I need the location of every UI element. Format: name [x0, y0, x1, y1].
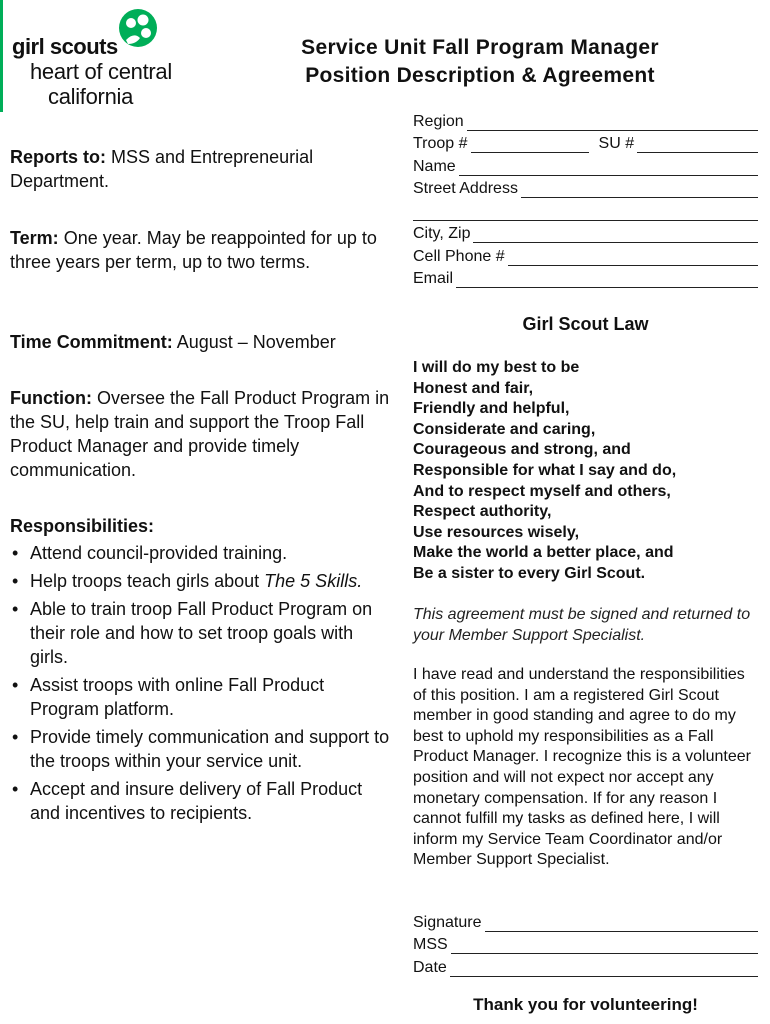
- bullet-glyph: •: [12, 727, 19, 747]
- troop-su-field: [413, 131, 758, 154]
- thank-you-message: Thank you for volunteering!: [473, 995, 698, 1014]
- responsibility-text: Attend council-provided training.: [30, 543, 288, 563]
- bullet-glyph: •: [12, 675, 19, 695]
- title-line-1: Service Unit Fall Program Manager: [301, 36, 659, 59]
- reports-to-text: MSS and Entrepreneurial Department.: [10, 147, 314, 191]
- function-label: Function:: [10, 388, 92, 408]
- responsibilities-section: [10, 514, 390, 829]
- signature-field: [413, 909, 758, 932]
- contact-form: [413, 108, 758, 288]
- responsibility-italic-text: The 5 Skills.: [264, 571, 363, 591]
- time-commitment-label: Time Commitment:: [10, 332, 173, 352]
- list-item: [10, 673, 390, 721]
- list-item: [10, 569, 390, 593]
- time-commitment-text: August – November: [176, 332, 336, 352]
- law-line: Make the world a better place, and: [413, 544, 674, 562]
- responsibility-text: Able to train troop Fall Product Program on their role and how to set troop goals with girls.: [30, 599, 373, 667]
- responsibilities-label: Responsibilities:: [10, 516, 155, 536]
- term-text: One year. May be reappointed for up to three years per term, up to two terms.: [10, 228, 377, 272]
- logo-text-girl-scouts: girl scouts: [12, 34, 118, 59]
- brand-edge-bar: [0, 0, 3, 112]
- street-address-continued-field: [413, 198, 758, 221]
- agreement-return-note: This agreement must be signed and returned to your Member Support Specialist.: [413, 606, 751, 644]
- signature-label: Signature: [413, 913, 482, 931]
- street-address-field: [413, 176, 758, 199]
- responsibility-text: Help troops teach girls about: [30, 571, 260, 591]
- signature-block: [413, 909, 758, 977]
- term-label: Term:: [10, 228, 59, 248]
- responsibility-text: Accept and insure delivery of Fall Product and incentives to recipients.: [30, 779, 363, 823]
- su-input-line[interactable]: [637, 138, 758, 153]
- law-line: Friendly and helpful,: [413, 400, 570, 418]
- list-item: [10, 597, 390, 669]
- reports-to-label: Reports to:: [10, 147, 106, 167]
- responsibility-text: Provide timely communication and support to the troops within your service unit.: [30, 727, 390, 771]
- list-item: [10, 777, 390, 825]
- logo-text-heart-of-central: heart of central: [30, 59, 172, 84]
- reports-to-section: [10, 145, 390, 193]
- logo-text-california: california: [48, 84, 134, 109]
- email-field: [413, 266, 758, 289]
- law-line: Honest and fair,: [413, 379, 534, 397]
- date-input-line[interactable]: [450, 962, 758, 977]
- law-line: Considerate and caring,: [413, 420, 596, 438]
- email-label: Email: [413, 270, 454, 287]
- street-address-label: Street Address: [413, 180, 518, 197]
- mss-field: [413, 932, 758, 955]
- bullet-glyph: •: [12, 599, 19, 619]
- date-label: Date: [413, 958, 447, 976]
- girl-scouts-logo: [10, 4, 190, 109]
- agreement-statement: I have read and understand the responsibilities of this position. I am a registered Girl Scout member in good standing and agree to do my best to uphold my responsibilities as a Fall Product Manager. I recognize this is a volunteer position and will not expect nor accept any monetary compensation. If for any reason I cannot fulfill my tasks as defined here, I will inform my Service Team Coordinator and/or Member Support Specialist.: [413, 666, 751, 869]
- list-item: [10, 541, 390, 565]
- troop-label: Troop #: [413, 135, 468, 152]
- street-address-continued-line[interactable]: [413, 206, 758, 221]
- time-commitment-section: [10, 330, 390, 354]
- name-label: Name: [413, 157, 456, 175]
- mss-input-line[interactable]: [451, 939, 758, 954]
- trefoil-icon: [116, 8, 160, 48]
- su-label: SU #: [598, 135, 635, 152]
- city-zip-input-line[interactable]: [473, 228, 758, 243]
- name-input-line[interactable]: [459, 161, 758, 176]
- date-field: [413, 954, 758, 977]
- troop-input-line[interactable]: [471, 138, 589, 153]
- law-line: And to respect myself and others,: [413, 482, 671, 500]
- law-line: Courageous and strong, and: [413, 441, 631, 459]
- region-label: Region: [413, 112, 464, 130]
- city-zip-field: [413, 221, 758, 244]
- cell-phone-label: Cell Phone #: [413, 247, 505, 265]
- responsibility-text: Assist troops with online Fall Product Program platform.: [30, 675, 325, 719]
- city-zip-label: City, Zip: [413, 225, 471, 242]
- email-input-line[interactable]: [456, 273, 758, 288]
- law-line: Be a sister to every Girl Scout.: [413, 564, 646, 582]
- law-line: Respect authority,: [413, 503, 552, 521]
- list-item: [10, 725, 390, 773]
- law-line: Use resources wisely,: [413, 523, 580, 541]
- bullet-glyph: •: [12, 571, 19, 591]
- term-section: [10, 226, 390, 274]
- cell-phone-field: [413, 243, 758, 266]
- girl-scout-law-text: [413, 358, 758, 585]
- name-field: [413, 153, 758, 176]
- mss-label: MSS: [413, 936, 448, 953]
- girl-scout-law-title: Girl Scout Law: [522, 314, 649, 334]
- function-text: Oversee the Fall Product Program in the SU, help train and support the Troop Fall Product Manager and provide timely communication.: [10, 388, 390, 480]
- responsibilities-list: [10, 541, 390, 825]
- page-title: [240, 34, 720, 90]
- law-line: I will do my best to be: [413, 359, 580, 376]
- region-input-line[interactable]: [467, 116, 758, 131]
- street-address-input-line[interactable]: [521, 183, 758, 198]
- function-section: [10, 386, 390, 482]
- region-field: [413, 108, 758, 131]
- title-line-2: Position Description & Agreement: [305, 64, 655, 87]
- bullet-glyph: •: [12, 543, 19, 563]
- bullet-glyph: •: [12, 779, 19, 799]
- cell-phone-input-line[interactable]: [508, 251, 758, 266]
- law-line: Responsible for what I say and do,: [413, 461, 677, 479]
- signature-input-line[interactable]: [485, 917, 759, 932]
